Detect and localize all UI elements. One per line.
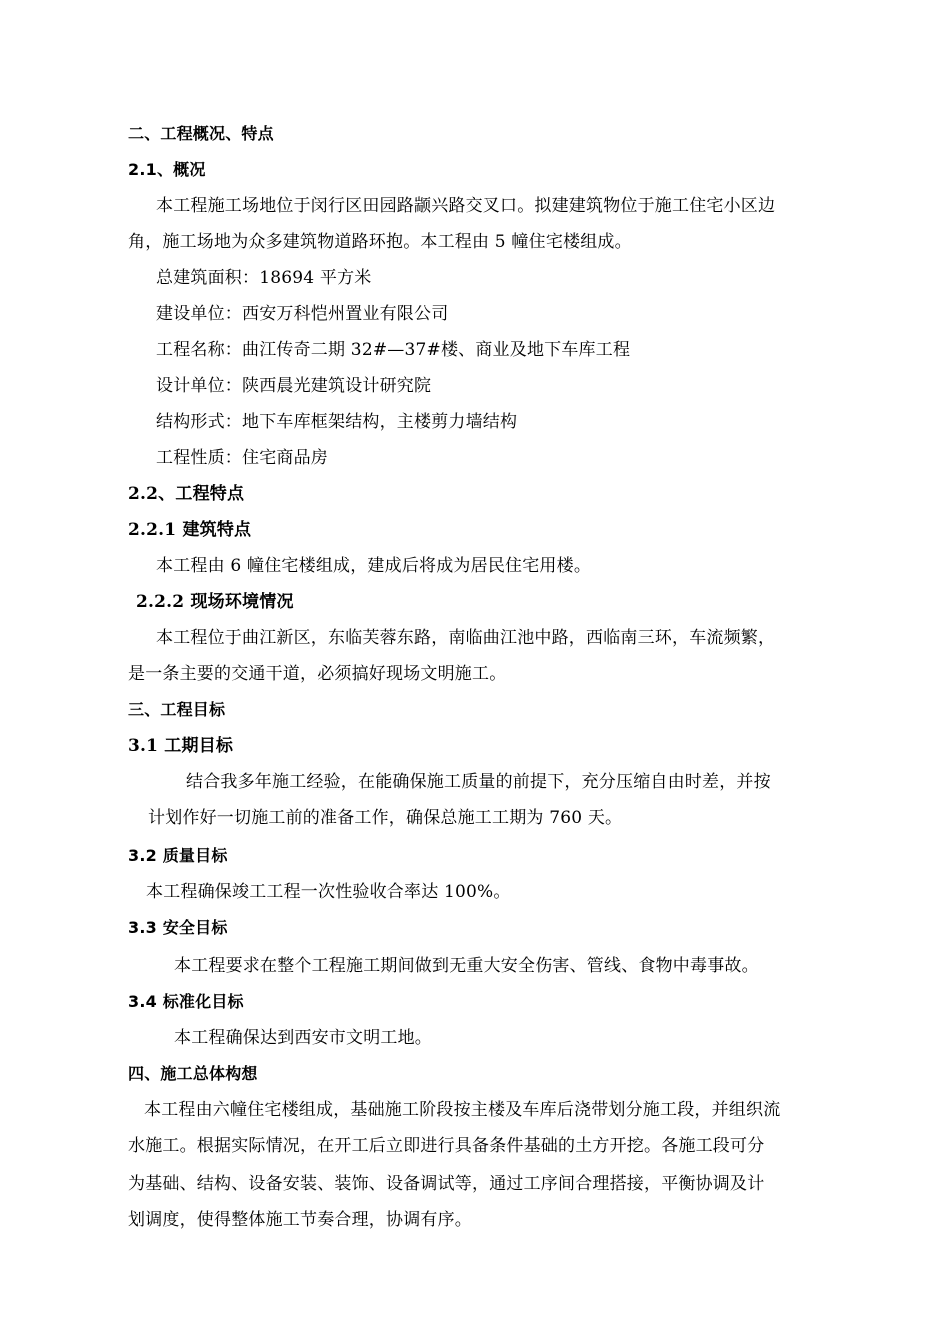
standardization-goal-paragraph: 本工程确保达到西安市文明工地。	[174, 1028, 432, 1048]
overall-concept-line-3: 为基础、结构、设备安装、装饰、设备调试等，通过工序间合理搭接，平衡协调及计	[128, 1174, 765, 1194]
site-environment-line-1: 本工程位于曲江新区，东临芙蓉东路，南临曲江池中路，西临南三环，车流频繁，	[156, 628, 776, 648]
section-3-heading: 三、工程目标	[128, 700, 226, 719]
section-2-1-heading: 2.1、概况	[128, 160, 206, 179]
info-total-area: 总建筑面积：18694 平方米	[156, 268, 372, 288]
section-3-1-heading: 3.1 工期目标	[128, 736, 234, 756]
section-3-4-heading: 3.4 标准化目标	[128, 992, 244, 1011]
section-3-3-heading: 3.3 安全目标	[128, 918, 228, 937]
section-2-2-heading: 2.2、工程特点	[128, 484, 245, 504]
quality-goal-paragraph: 本工程确保竣工工程一次性验收合率达 100%。	[146, 882, 511, 902]
site-environment-line-2: 是一条主要的交通干道，必须搞好现场文明施工。	[128, 664, 507, 684]
section-2-2-1-heading: 2.2.1 建筑特点	[128, 520, 252, 540]
schedule-goal-line-1: 结合我多年施工经验，在能确保施工质量的前提下，充分压缩自由时差，并按	[186, 772, 771, 792]
overview-paragraph-line-1: 本工程施工场地位于闵行区田园路颛兴路交叉口。拟建建筑物位于施工住宅小区边	[156, 196, 776, 216]
section-2-2-2-heading: 2.2.2 现场环境情况	[136, 592, 294, 612]
building-features-paragraph: 本工程由 6 幢住宅楼组成，建成后将成为居民住宅用楼。	[156, 556, 592, 576]
info-design-unit: 设计单位：陕西晨光建筑设计研究院	[156, 376, 432, 396]
section-3-2-heading: 3.2 质量目标	[128, 846, 228, 865]
info-project-nature: 工程性质：住宅商品房	[156, 448, 328, 468]
overall-concept-line-2: 水施工。根据实际情况，在开工后立即进行具备条件基础的土方开挖。各施工段可分	[128, 1136, 765, 1156]
section-2-heading: 二、工程概况、特点	[128, 124, 274, 143]
section-4-heading: 四、施工总体构想	[128, 1064, 258, 1083]
info-project-name: 工程名称：曲江传奇二期 32#—37#楼、商业及地下车库工程	[156, 340, 631, 360]
info-structure-type: 结构形式：地下车库框架结构，主楼剪力墙结构	[156, 412, 518, 432]
info-developer: 建设单位：西安万科恺州置业有限公司	[156, 304, 449, 324]
schedule-goal-line-2: 计划作好一切施工前的准备工作，确保总施工工期为 760 天。	[148, 808, 623, 828]
overall-concept-line-1: 本工程由六幢住宅楼组成，基础施工阶段按主楼及车库后浇带划分施工段，并组织流	[144, 1100, 781, 1120]
overall-concept-line-4: 划调度，使得整体施工节奏合理，协调有序。	[128, 1210, 472, 1230]
overview-paragraph-line-2: 角，施工场地为众多建筑物道路环抱。本工程由 5 幢住宅楼组成。	[128, 232, 632, 252]
safety-goal-paragraph: 本工程要求在整个工程施工期间做到无重大安全伤害、管线、食物中毒事故。	[174, 956, 759, 976]
